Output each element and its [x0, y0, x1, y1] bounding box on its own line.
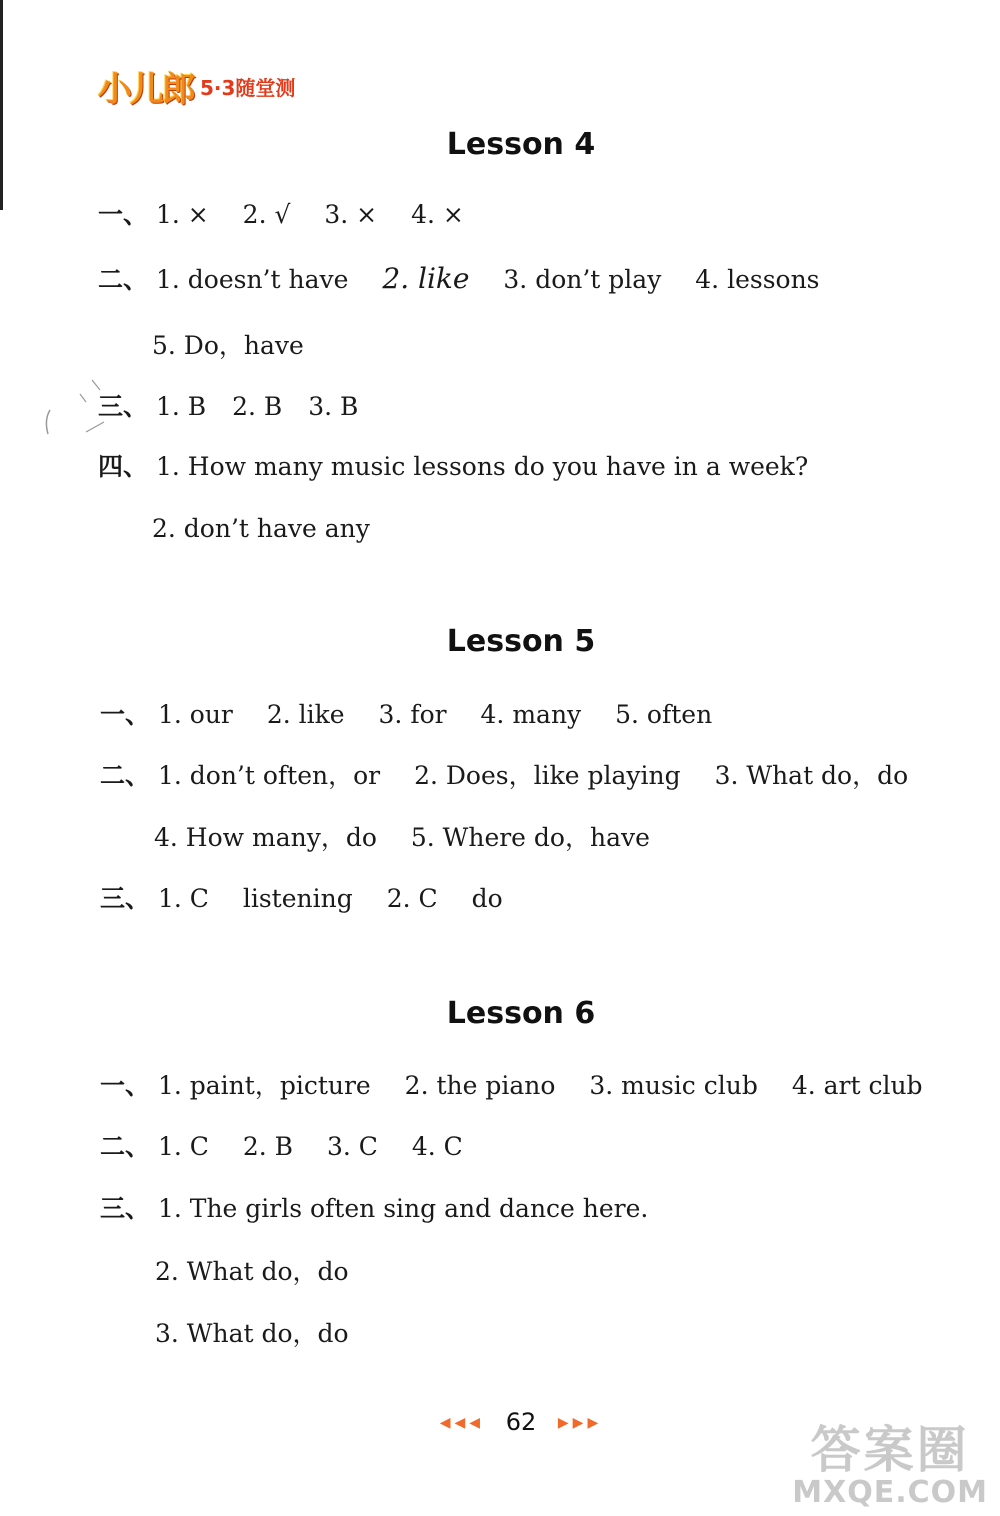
- section-mark: 三、: [100, 884, 151, 913]
- page-number: 62: [505, 1408, 537, 1436]
- section-mark: 二、: [98, 265, 149, 294]
- section-mark: 一、: [98, 200, 149, 229]
- lesson4-section-4: [98, 454, 808, 479]
- section-mark: 四、: [98, 452, 149, 481]
- answer-item: listening: [242, 884, 353, 913]
- section-mark: 三、: [98, 392, 149, 421]
- answer-item: 1. our: [157, 700, 233, 729]
- lesson5-section-1: [100, 702, 712, 727]
- lesson4-section-2: [98, 262, 820, 295]
- answer-item: 1. The girls often sing and dance here.: [157, 1194, 649, 1223]
- lesson6-section-2: [100, 1134, 463, 1159]
- lesson4-section-3: [98, 394, 358, 419]
- answer-item: 3. B: [308, 392, 359, 421]
- answer-item: 3. for: [378, 700, 447, 729]
- page-edge-line: [0, 0, 3, 210]
- answer-item: 1. paint，picture: [157, 1071, 371, 1100]
- answer-item: 4. art club: [791, 1071, 923, 1100]
- watermark: [792, 1421, 988, 1510]
- lesson4-section-4-cont: 2. don’t have any: [152, 514, 370, 543]
- lesson5-section-3: [100, 886, 503, 911]
- logo-series-text: 5·3随堂测: [200, 76, 296, 100]
- answer-item: 1. don’t often，or: [157, 761, 381, 790]
- publisher-logo: [98, 62, 295, 111]
- section-mark: 一、: [100, 1071, 151, 1100]
- right-arrows-icon: ▶▶▶: [557, 1415, 603, 1431]
- answer-item: 4. many: [480, 700, 582, 729]
- lesson5-section-2: [100, 763, 908, 788]
- answer-item: 1. C: [157, 884, 209, 913]
- answer-item: 5. Where do，have: [410, 823, 650, 852]
- answer-item: 1. B: [155, 392, 207, 421]
- answer-item: 2. like: [382, 262, 470, 295]
- lesson6-section-3-line-2: 2. What do，do: [155, 1257, 349, 1286]
- lesson-4-title: Lesson 4: [446, 127, 596, 162]
- section-mark: 二、: [100, 761, 151, 790]
- lesson-5-title: Lesson 5: [446, 624, 596, 659]
- answer-item: 4. lessons: [695, 265, 820, 294]
- watermark-url: MXQE.COM: [792, 1475, 988, 1510]
- answer-item: 2. like: [266, 700, 345, 729]
- answer-item: 3. What do，do: [714, 761, 909, 790]
- lesson4-section-1: [98, 202, 464, 227]
- section-mark: 一、: [100, 700, 151, 729]
- lesson4-section-2-cont: 5. Do，have: [152, 331, 304, 360]
- answer-item: 1. ×: [155, 200, 209, 229]
- watermark-logo-text: 答案圈: [810, 1421, 970, 1479]
- section-mark: 三、: [100, 1194, 151, 1223]
- answer-item: 4. ×: [411, 200, 464, 229]
- answer-item: 2. B: [232, 392, 283, 421]
- answer-item: 5. often: [615, 700, 713, 729]
- answer-item: 1. How many music lessons do you have in a week?: [155, 452, 809, 481]
- lesson6-section-3-line-3: 3. What do，do: [155, 1319, 349, 1348]
- lesson6-section-1: [100, 1073, 923, 1098]
- answer-item: 2. √: [242, 200, 291, 229]
- lesson5-section-2-cont: [154, 825, 650, 850]
- answer-item: 3. C: [326, 1132, 378, 1161]
- answer-item: 2. B: [242, 1132, 294, 1161]
- section-mark: 二、: [100, 1132, 151, 1161]
- stray-pencil-marks: [40, 372, 120, 452]
- lesson-6-title: Lesson 6: [446, 996, 596, 1031]
- answer-item: 4. How many，do: [154, 823, 377, 852]
- answer-item: 4. C: [411, 1132, 463, 1161]
- answer-item: 3. don’t play: [503, 265, 662, 294]
- answer-item: 3. music club: [589, 1071, 758, 1100]
- answer-item: do: [471, 884, 503, 913]
- answer-item: 2. Does，like playing: [414, 761, 681, 790]
- answer-item: 1. C: [157, 1132, 209, 1161]
- left-arrows-icon: ◀◀◀: [439, 1415, 485, 1431]
- lesson6-section-3: [100, 1196, 648, 1221]
- logo-brand-text: 小儿郎: [98, 70, 194, 110]
- answer-item: 2. C: [386, 884, 438, 913]
- answer-item: 2. the piano: [404, 1071, 556, 1100]
- answer-item: 1. doesn’t have: [155, 265, 349, 294]
- answer-item: 3. ×: [324, 200, 378, 229]
